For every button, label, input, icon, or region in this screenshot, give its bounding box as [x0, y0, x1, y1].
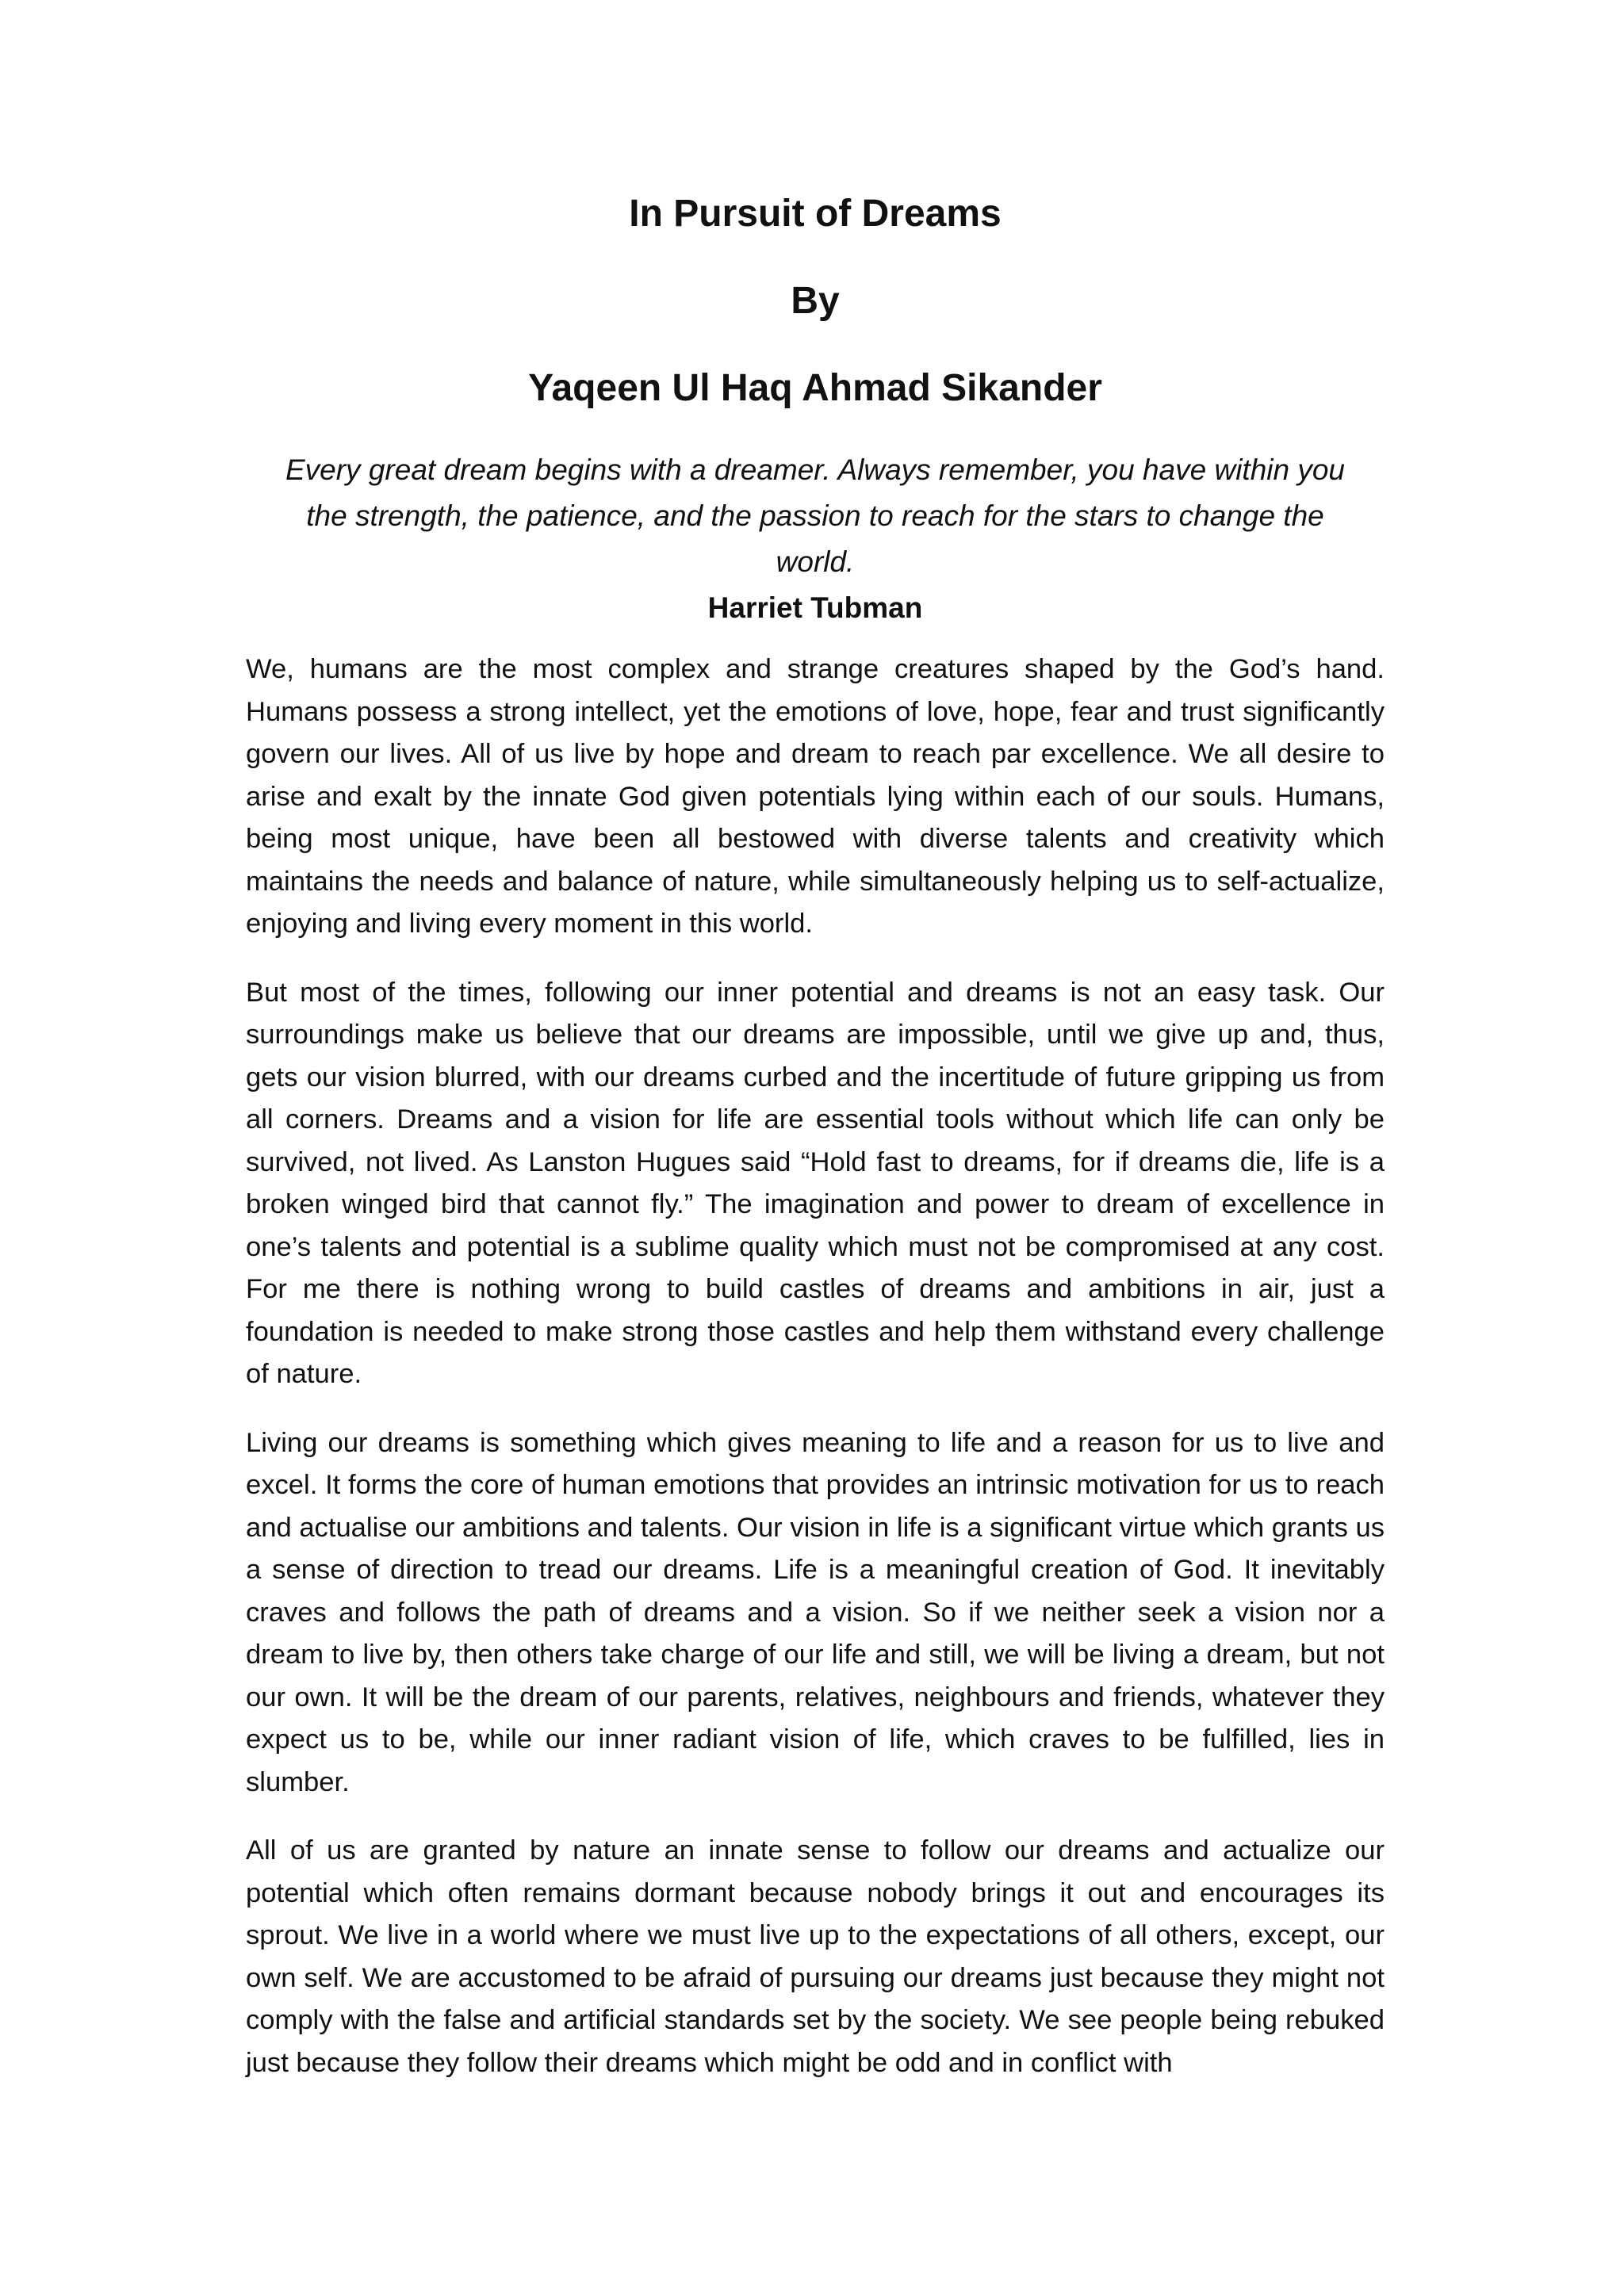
paragraph-2: But most of the times, following our inner potential and dreams is not an easy task. Our surroundings make us believe that our dreams are impossible, until we give up and, thus, gets our vision blurred, with our dreams curbed and the incertitude of future gripping us from all corners. Dreams and a vision for life are essential tools without which life can only be survived, not lived. As Lanston Hugues said “Hold fast to dreams, for if dreams die, life is a broken winged bird that cannot fly.” The imagination and power to dream of excellence in one’s talents and potential is a sublime quality which must not be compromised at any cost. For me there is nothing wrong to build castles of dreams and ambitions in air, just a foundation is needed to make strong those castles and help them withstand every challenge of nature. — [246, 977, 1385, 1389]
paragraph-1: We, humans are the most complex and strange creatures shaped by the God’s hand. Humans possess a strong intellect, yet the emotions of love, hope, fear and trust significantly govern our lives. All of us live by hope and dream to reach par excellence. We all desire to arise and exalt by the innate God given potentials lying within each of our souls. Humans, being most unique, have been all bestowed with diverse talents and creativity which maintains the needs and balance of nature, while simultaneously helping us to self-actualize, enjoying and living every moment in this world. — [246, 654, 1385, 939]
title-block — [246, 190, 1385, 412]
author-name: Yaqeen Ul Haq Ahmad Sikander — [528, 367, 1102, 409]
epigraph — [264, 447, 1366, 631]
byline: By — [791, 280, 840, 322]
document-title: In Pursuit of Dreams — [629, 193, 1002, 235]
epigraph-attribution: Harriet Tubman — [707, 591, 923, 624]
page-content — [246, 190, 1385, 2110]
paragraph-3: Living our dreams is something which gives meaning to life and a reason for us to live and excel. It forms the core of human emotions that provides an intrinsic motivation for us to reach and actualise our ambitions and talents. Our vision in life is a significant virtue which grants us a sense of direction to tread our dreams. Life is a meaningful creation of God. It inevitably craves and follows the path of dreams and a vision. So if we neither seek a vision nor a dream to live by, then others take charge of our life and still, we will be living a dream, but not our own. It will be the dream of our parents, relatives, neighbours and friends, whatever they expect us to be, while our inner radiant vision of life, which craves to be fulfilled, lies in slumber. — [246, 1427, 1385, 1797]
paragraph-4: All of us are granted by nature an innate sense to follow our dreams and actualize our potential which often remains dormant because nobody brings it out and encourages its sprout. We live in a world where we must live up to the expectations of all others, except, our own self. We are accustomed to be afraid of pursuing our dreams just because they might not comply with the false and artificial standards set by the society. We see people being rebuked just because they follow their dreams which might be odd and in conflict with — [246, 1835, 1385, 2078]
body-text — [246, 649, 1385, 2084]
epigraph-quote: Every great dream begins with a dreamer. Always remember, you have within you the strength, the patience, and the passion to reach for the stars to change the world. — [285, 453, 1346, 578]
